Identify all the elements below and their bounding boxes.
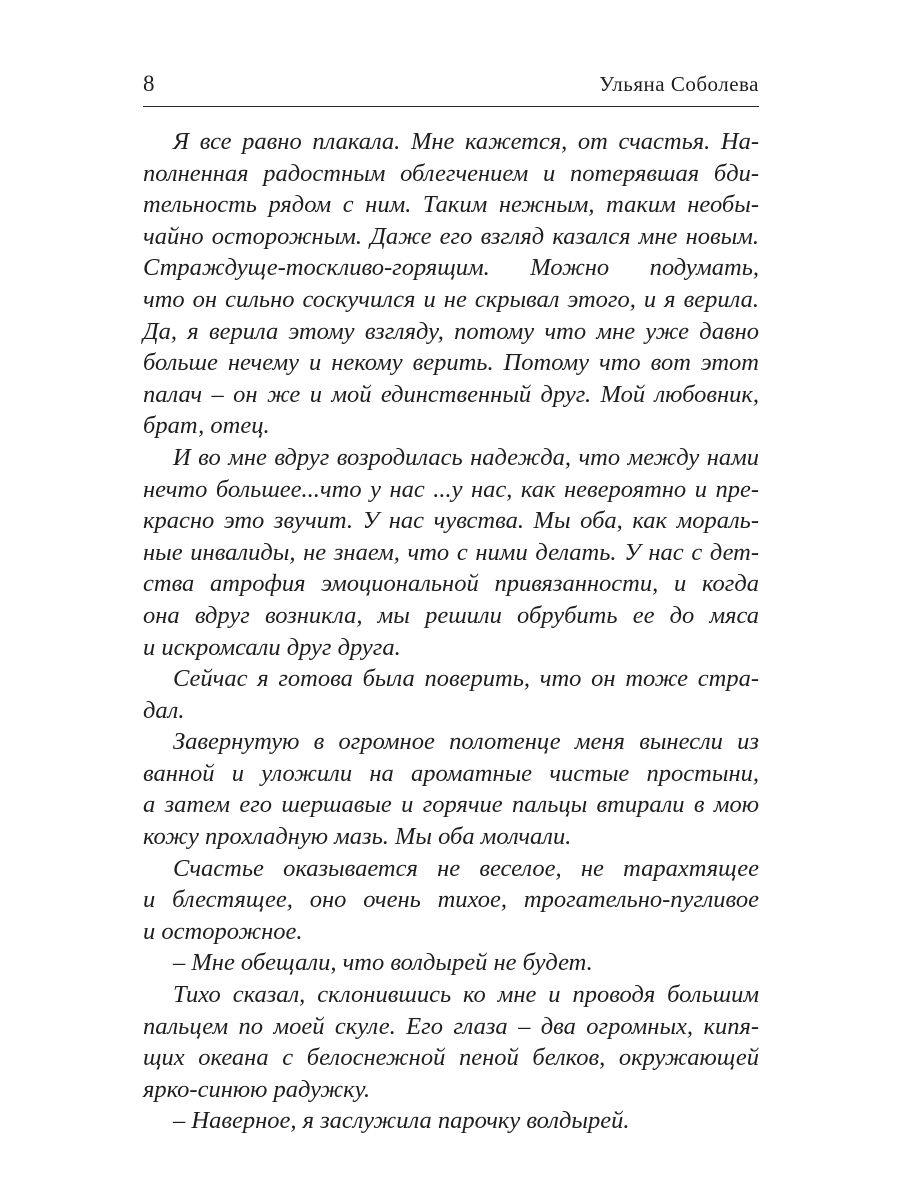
text-line: ванной и уложили на ароматные чистые простыни, (143, 759, 759, 787)
text-line: – Наверное, я заслужила парочку волдырей. (173, 1107, 630, 1135)
body-text (143, 126, 759, 1137)
text-line: щих океана с белоснежной пеной белков, окружающей (143, 1044, 759, 1072)
page-number: 8 (143, 71, 155, 96)
text-line: брат, отец. (143, 412, 270, 440)
text-line: тельность рядом с ним. Таким нежным, таким необы- (143, 191, 759, 219)
text-line: дал. (143, 696, 185, 724)
text-line: пальцем по моей скуле. Его глаза – два огромных, кипя- (143, 1012, 759, 1040)
text-line: полненная радостным облегчением и потерявшая бди- (143, 159, 759, 187)
text-line: кожу прохладную мазь. Мы оба молчали. (143, 823, 572, 851)
text-line: ные инвалиды, не знаем, что с ними делать. У нас с дет- (143, 538, 759, 566)
text-line: и осторожное. (143, 917, 303, 945)
text-line: что он сильно соскучился и не скрывал этого, и я верила. (143, 285, 759, 313)
text-line: И во мне вдруг возродилась надежда, что между нами (173, 443, 759, 471)
text-line: Да, я верила этому взгляду, потому что мне уже давно (143, 317, 759, 345)
text-line: нечто большее...что у нас ...у нас, как невероятно и пре- (143, 475, 759, 503)
text-line: палач – он же и мой единственный друг. Мой любовник, (143, 380, 759, 408)
text-line: больше нечему и некому верить. Потому что вот этот (143, 349, 759, 377)
text-line: Завернутую в огромное полотенце меня вынесли из (173, 728, 759, 756)
text-line: ярко-синюю радужку. (143, 1075, 371, 1103)
text-line: чайно осторожным. Даже его взгляд казался мне новым. (143, 222, 759, 250)
text-line: а затем его шершавые и горячие пальцы втирали в мою (143, 791, 759, 819)
text-line: Сейчас я готова была поверить, что он тоже стра- (173, 665, 759, 693)
text-line: Я все равно плакала. Мне кажется, от счастья. На- (173, 128, 759, 155)
text-line: Счастье оказывается не веселое, не тарахтящее (173, 854, 759, 882)
text-line: Тихо сказал, склонившись ко мне и проводя большим (173, 981, 759, 1009)
text-line: она вдруг возникла, мы решили обрубить ее до мяса (143, 601, 759, 629)
running-title: Ульяна Соболева (599, 72, 759, 96)
text-line: Страждуще-тоскливо-горящим. Можно подумать, (143, 254, 759, 282)
page-header (143, 66, 759, 107)
text-line: – Мне обещали, что волдырей не будет. (173, 949, 593, 977)
text-line: ства атрофия эмоциональной привязанности, и когда (143, 570, 759, 598)
text-line: красно это звучит. У нас чувства. Мы оба, как мораль- (143, 507, 759, 535)
text-line: и блестящее, оно очень тихое, трогательно-пугливое (143, 886, 759, 914)
text-line: и искромсали друг друга. (143, 633, 401, 661)
